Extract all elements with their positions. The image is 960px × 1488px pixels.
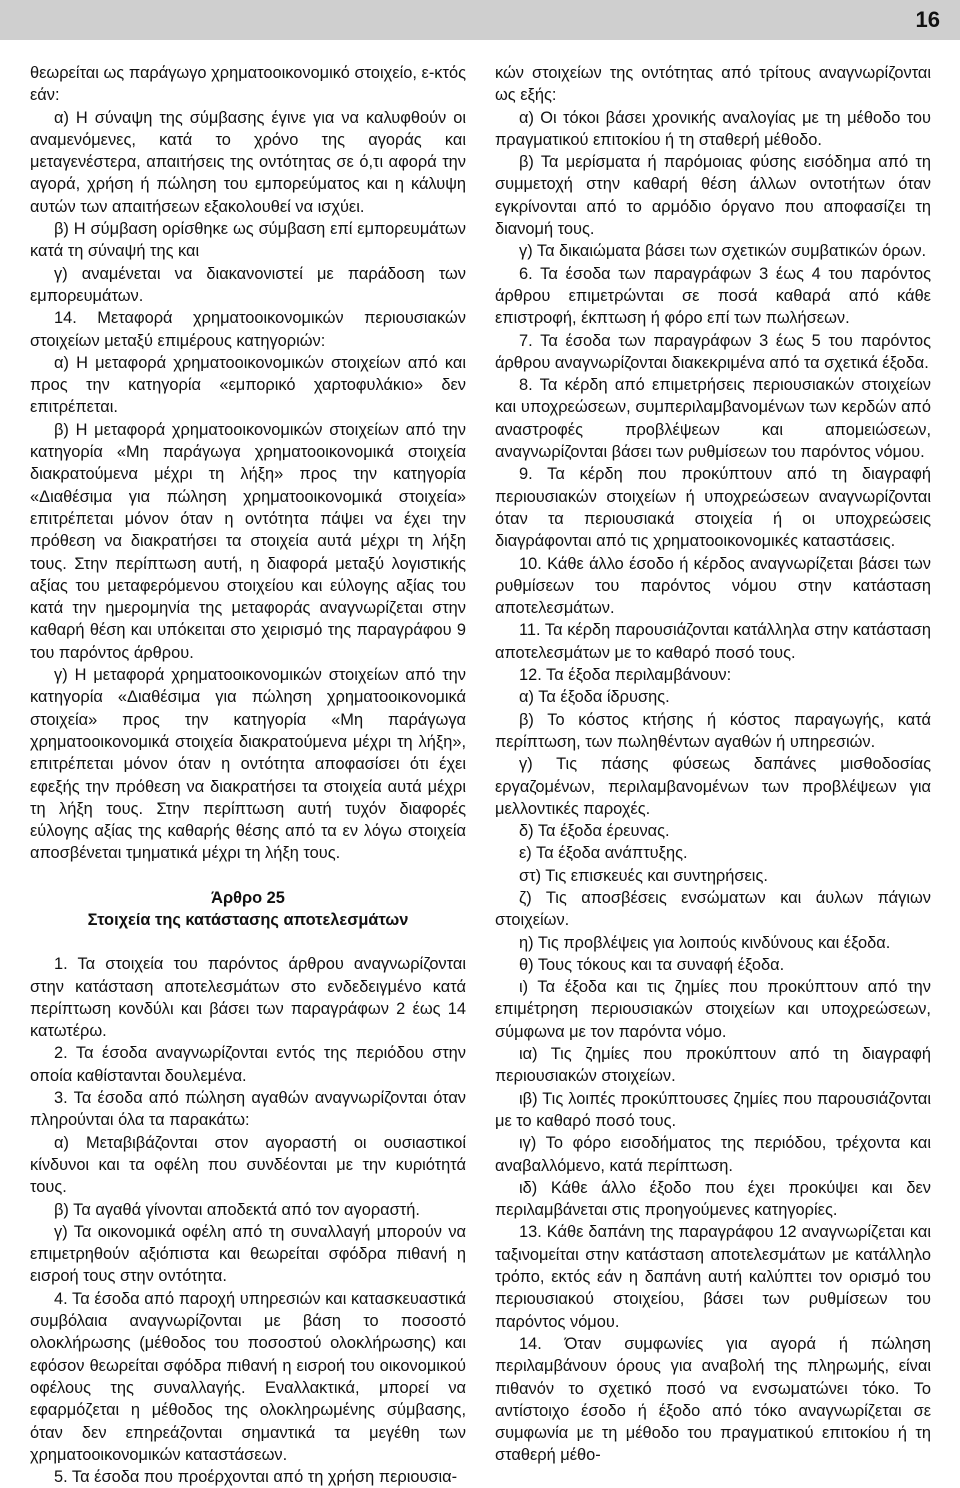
paragraph: γ) Τις πάσης φύσεως δαπάνες μισθοδοσίας εργαζομένων, περιλαμβανομένων των προβλέψεων για μελλοντικές παροχές. <box>495 755 931 818</box>
paragraph: ιβ) Τις λοιπές προκύπτουσες ζημίες που παρουσιάζονται με το καθαρό ποσό τους. <box>495 1089 931 1130</box>
left-text-column <box>30 62 466 1488</box>
paragraph: 2. Τα έσοδα αναγνωρίζονται εντός της περιόδου στην οποία καθίστανται δουλεμένα. <box>30 1044 466 1085</box>
paragraph: 14. Μεταφορά χρηματοοικονομικών περιουσιακών στοιχείων μεταξύ επιμέρους κατηγοριών: <box>30 309 466 350</box>
paragraph: 13. Κάθε δαπάνη της παραγράφου 12 αναγνωρίζεται και ταξινομείται στην κατάσταση αποτελεσμάτων με κατάλληλο τρόπο, εκτός εάν η δαπάνη αυτή καλύπτει τον ορισμό του περιουσιακού στοιχείου, βάσει των ρυθμίσεων του παρόντος νόμου. <box>495 1223 931 1331</box>
paragraph: ιγ) Το φόρο εισοδήματος της περιόδου, τρέχοντα και αναβαλλόμενο, κατά περίπτωση. <box>495 1134 931 1175</box>
page-header-bar <box>0 0 960 40</box>
paragraph: β) Τα αγαθά γίνονται αποδεκτά από τον αγοραστή. <box>54 1200 420 1219</box>
paragraph: γ) αναμένεται να διακανονιστεί με παράδοση των εμπορευμάτων. <box>30 264 466 305</box>
paragraph: 12. Τα έξοδα περιλαμβάνουν: <box>519 666 732 685</box>
paragraph: 14. Όταν συμφωνίες για αγορά ή πώληση περιλαμβάνουν όρους για αναβολή της πληρωμής, είναι πιθανόν το σχετικό ποσό να ενσωματώνει τόκο. Το αντίστοιχο έσοδο ή έξοδο από τόκο αναγνωρίζεται σε συμφωνία με τη μέθοδο του πραγματικού επιτοκίου ή τη σταθερή μέθο- <box>495 1334 931 1465</box>
paragraph: α) Μεταβιβάζονται στον αγοραστή οι ουσιαστικοί κίνδυνοι και τα οφέλη που συνδέονται με την κυριότητά τους. <box>30 1133 466 1197</box>
paragraph: θεωρείται ως παράγωγο χρηματοοικονομικό στοιχείο, ε-κτός εάν: <box>30 64 466 105</box>
paragraph: α) Η μεταφορά χρηματοοικονομικών στοιχείων από και προς την κατηγορία «εμπορικό χαρτοφυλάκιο» δεν επιτρέπεται. <box>30 353 466 417</box>
paragraph: γ) Τα δικαιώματα βάσει των σχετικών συμβατικών όρων. <box>519 242 927 261</box>
paragraph: ια) Τις ζημίες που προκύπτουν από τη διαγραφή περιουσιακών στοιχείων. <box>495 1045 931 1086</box>
paragraph: 8. Τα κέρδη από επιμετρήσεις περιουσιακών στοιχείων και υποχρεώσεων, συμπεριλαμβανομένων των κερδών από αναστροφές προβλέψεων και απομειώσεων, αναγνωρίζονται βάσει των ρυθμίσεων του παρόντος νόμου. <box>495 376 931 462</box>
right-text-column <box>495 62 931 1467</box>
paragraph: 6. Τα έσοδα των παραγράφων 3 έως 4 του παρόντος άρθρου επιμετρώνται σε ποσά καθαρά από κάθε επιστροφή, έκπτωση ή φόρο επί των πωλήσεων. <box>495 264 931 328</box>
left-paragraphs-before-heading <box>30 62 466 865</box>
paragraph: γ) Τα οικονομικά οφέλη από τη συναλλαγή μπορούν να επιμετρηθούν αξιόπιστα και θεωρείται σφόδρα πιθανή η εισροή τους στην οντότητα. <box>30 1222 466 1286</box>
paragraph: α) Τα έξοδα ίδρυσης. <box>519 688 670 707</box>
paragraph: β) Η σύμβαση ορίσθηκε ως σύμβαση επί εμπορευμάτων κατά τη σύναψή της και <box>30 220 466 261</box>
paragraph: δ) Τα έξοδα έρευνας. <box>519 822 670 841</box>
article-title: Άρθρο 25 <box>211 888 285 907</box>
paragraph: 11. Τα κέρδη παρουσιάζονται κατάλληλα στην κατάσταση αποτελεσμάτων με το καθαρό ποσό τους. <box>495 621 931 662</box>
paragraph: θ) Τους τόκους και τα συναφή έξοδα. <box>519 955 785 974</box>
paragraph: β) Η μεταφορά χρηματοοικονομικών στοιχείων από την κατηγορία «Μη παράγωγα χρηματοοικονομικά στοιχεία διακρατούμενα μέχρι τη λήξη» προς την κατηγορία «Διαθέσιμα για πώληση χρηματοοικονομικά στοιχεία» επιτρέπεται μόνον όταν η οντότητα πάψει να έχει την πρόθεση να διακρατήσει τα στοιχεία αυτά μέχρι τη λήξη τους. Στην περίπτωση αυτή, η διαφορά μεταξύ λογιστικής αξίας του μεταφερόμενου στοιχείου και εύλογης αξίας του κατά την ημερομηνία της μεταφοράς αναγνωρίζεται στην καθαρή θέση και υπόκειται στο χειρισμό της παραγράφου 9 του παρόντος άρθρου. <box>30 420 466 662</box>
paragraph: ζ) Τις αποσβέσεις ενσώματων και άυλων πάγιων στοιχείων. <box>495 888 931 930</box>
paragraph: β) Το κόστος κτήσης ή κόστος παραγωγής, κατά περίπτωση, των πωληθέντων αγαθών ή υπηρεσιών. <box>495 710 931 751</box>
paragraph: γ) Η μεταφορά χρηματοοικονομικών στοιχείων από την κατηγορία «Διαθέσιμα για πώληση χρηματοοικονομικά στοιχεία» προς την κατηγορία «Μη παράγωγα χρηματοοικονομικά στοιχεία διακρατούμενα μέχρι τη λήξη», επιτρέπεται μόνον όταν η οντότητα αποφασίσει ότι έχει εφεξής την πρόθεση να διακρατήσει τα στοιχεία αυτά μέχρι τη λήξη τους. Στην περίπτωση αυτή τυχόν διαφορές εύλογης αξίας της καθαρής θέσης από τα εν λόγω στοιχεία αποσβένεται τμηματικά μέχρι τη λήξη τους. <box>30 666 466 863</box>
paragraph: α) Οι τόκοι βάσει χρονικής αναλογίας με τη μέθοδο του πραγματικού επιτοκίου ή τη σταθερή μέθοδο. <box>495 108 931 149</box>
paragraph: 9. Τα κέρδη που προκύπτουν από τη διαγραφή περιουσιακών στοιχείων ή υποχρεώσεων αναγνωρίζονται όταν τα περιουσιακά στοιχεία ή οι υποχρεώσεις διαγράφονται από τις χρηματοοικονομικές καταστάσεις. <box>495 465 931 551</box>
paragraph: α) Η σύναψη της σύμβασης έγινε για να καλυφθούν οι αναμενόμενες, κατά το χρόνο της αγοράς και μεταγενέστερα, απαιτήσεις της οντότητας σε ό,τι αφορά την αγορά, χρήση ή πώληση του εμπορεύματος και η κάλυψη αυτών των απαιτήσεων εξακολουθεί να ισχύει. <box>30 108 466 216</box>
paragraph: 3. Τα έσοδα από πώληση αγαθών αναγνωρίζονται όταν πληρούνται όλα τα παρακάτω: <box>30 1089 466 1130</box>
paragraph: β) Τα μερίσματα ή παρόμοιας φύσης εισόδημα από τη συμμετοχή στην καθαρή θέση άλλων οντοτήτων όταν εγκρίνονται από το αρμόδιο όργανο που αποφασίζει τη διανομή τους. <box>495 153 931 239</box>
article-subtitle: Στοιχεία της κατάστασης αποτελεσμάτων <box>87 910 409 929</box>
paragraph: 10. Κάθε άλλο έσοδο ή κέρδος αναγνωρίζεται βάσει των ρυθμίσεων του παρόντος νόμου στην κατάσταση αποτελεσμάτων. <box>495 554 931 618</box>
paragraph: 1. Τα στοιχεία του παρόντος άρθρου αναγνωρίζονται στην κατάσταση αποτελεσμάτων στο ενδεδειγμένο κατά περίπτωση κονδύλι και βάσει των παραγράφων 2 έως 14 κατωτέρω. <box>30 955 466 1041</box>
paragraph: ι) Τα έξοδα και τις ζημίες που προκύπτουν από την επιμέτρηση περιουσιακών στοιχείων και υποχρεώσεων, σύμφωνα με τον παρόντα νόμο. <box>495 978 931 1041</box>
paragraph: 7. Τα έσοδα των παραγράφων 3 έως 5 του παρόντος άρθρου αναγνωρίζονται διακεκριμένα από τα σχετικά έξοδα. <box>495 331 931 372</box>
paragraph: στ) Τις επισκευές και συντηρήσεις. <box>519 866 768 885</box>
paragraph: ιδ) Κάθε άλλο έξοδο που έχει προκύψει και δεν περιλαμβάνεται στις προηγούμενες κατηγορίες. <box>495 1178 931 1220</box>
paragraph: 5. Τα έσοδα που προέρχονται από τη χρήση περιουσια- <box>54 1468 458 1487</box>
paragraph: ε) Τα έξοδα ανάπτυξης. <box>519 844 688 863</box>
page-number: 16 <box>915 7 940 32</box>
paragraph: κών στοιχείων της οντότητας από τρίτους αναγνωρίζονται ως εξής: <box>495 64 931 105</box>
paragraph: η) Τις προβλέψεις για λοιπούς κινδύνους και έξοδα. <box>519 933 891 952</box>
left-paragraphs-after-heading <box>30 953 466 1488</box>
paragraph: 4. Τα έσοδα από παροχή υπηρεσιών και κατασκευαστικά συμβόλαια αναγνωρίζονται με βάση το ποσοστό ολοκλήρωσης (μέθοδος του ποσοστού ολοκλήρωσης) και εφόσον θεωρείται σφόδρα πιθανή η εισροή του οικονομικού οφέλους της συναλλαγής. Εναλλακτικά, μπορεί να εφαρμόζεται η μέθοδος της ολοκληρωμένης σύμβασης, όταν δεν επηρεάζονται σημαντικά τα μεγέθη των χρηματοοικονομικών καταστάσεων. <box>30 1289 466 1464</box>
